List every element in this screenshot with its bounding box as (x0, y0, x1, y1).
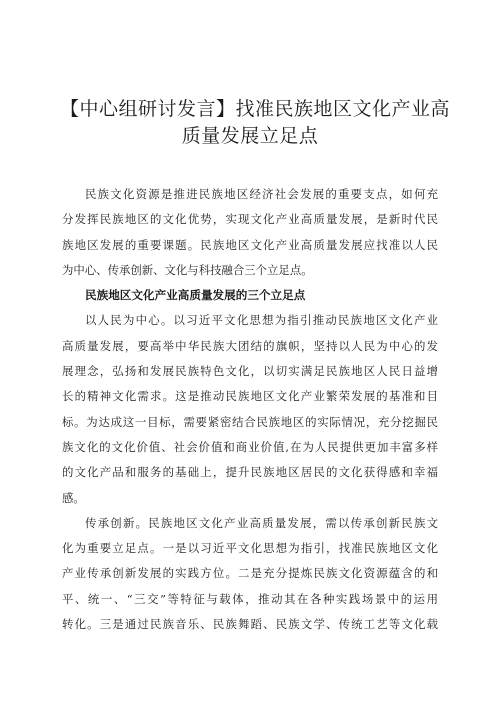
paragraph-line: 的文化产品和服务的基础上，提升民族地区居民的文化获得感和幸福 (62, 465, 438, 480)
paragraph-line: 分发挥民族地区的文化优势，实现文化产业高质量发展，是新时代民 (62, 212, 438, 227)
document-title-line-1: 【中心组研讨发言】找准民族地区文化产业高 (60, 98, 451, 120)
section-heading: 民族地区文化产业高质量发展的三个立足点 (85, 288, 306, 303)
paragraph-line: 为中心、传承创新、文化与科技融合三个立足点。 (62, 262, 313, 277)
paragraph (62, 182, 438, 283)
paragraph (62, 308, 438, 510)
document-title-line-2: 质量发展立足点 (181, 125, 319, 147)
paragraph-line: 标。为达成这一目标，需要紧密结合民族地区的实际情况，充分挖掘民 (62, 414, 438, 429)
document-body (62, 182, 438, 637)
paragraph-line: 民族文化资源是推进民族地区经济社会发展的重要支点，如何充 (85, 187, 438, 201)
paragraph-line: 族文化的文化价值、社会价值和商业价值,在为人民提供更加丰富多样 (62, 439, 438, 454)
paragraph-line: 产业传承创新发展的实践方位。二是充分提炼民族文化资源蕴含的和 (62, 566, 438, 581)
paragraph-line: 长的精神文化需求。这是推动民族地区文化产业繁荣发展的基准和目 (62, 389, 438, 404)
paragraph-line: 高质量发展，要高举中华民族大团结的旗帜，坚持以人民为中心的发 (62, 338, 438, 353)
paragraph-line: 以人民为中心。以习近平文化思想为指引推动民族地区文化产业 (85, 313, 438, 328)
paragraph-line: 传承创新。民族地区文化产业高质量发展，需以传承创新民族文 (85, 515, 438, 530)
paragraph-line: 化为重要立足点。一是以习近平文化思想为指引，找准民族地区文化 (62, 541, 438, 556)
paragraph-line: 转化。三是通过民族音乐、民族舞蹈、民族文学、传统工艺等文化载 (62, 617, 438, 632)
paragraph-line: 平、统一、“三交”等特征与载体，推动其在各种实践场景中的运用 (62, 591, 438, 606)
paragraph (62, 511, 438, 637)
paragraph-line: 感。 (62, 490, 85, 505)
paragraph-line: 展理念，弘扬和发展民族特色文化，以切实满足民族地区人民日益增 (62, 364, 438, 379)
paragraph-line: 族地区发展的重要课题。民族地区文化产业高质量发展应找准以人民 (62, 237, 438, 252)
